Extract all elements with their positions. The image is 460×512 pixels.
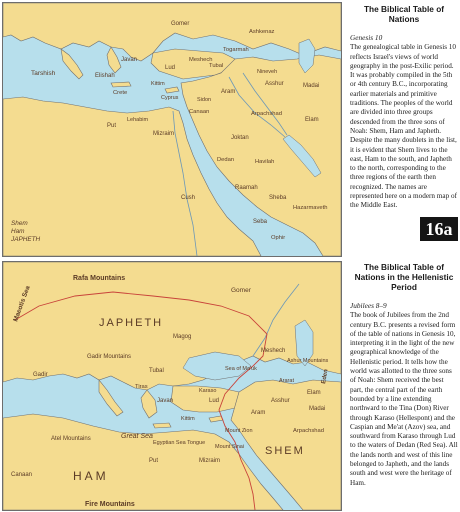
panel2-scripture-ref: Jubilees 8–9 — [350, 301, 387, 310]
map2-label-asshur: Asshur — [271, 398, 290, 404]
map1-label-tarshish: Tarshish — [31, 70, 56, 77]
panel1-title: The Biblical Table of Nations — [363, 4, 445, 24]
map1-label-togarmah: Togarmah — [223, 47, 249, 53]
map1-label-lud: Lud — [165, 65, 176, 71]
map1-label-cyprus: Cyprus — [161, 95, 179, 101]
map1-label-gomer: Gomer — [171, 21, 190, 27]
map1-label-javan: Javan — [121, 57, 138, 63]
map1-italy — [61, 49, 83, 79]
map2-crete — [153, 423, 171, 428]
map1-label-cush: Cush — [181, 195, 196, 201]
map1-label-hazarmaveth: Hazarmaveth — [293, 205, 328, 211]
map1-label-elishah: Elishah — [95, 73, 115, 79]
map2-label-maeotis-sea: Maeotis Sea — [12, 284, 32, 323]
map2-label-aram: Aram — [251, 410, 266, 416]
map1-label-madai: Madai — [303, 83, 320, 89]
map2-label-karaso: Karaso — [199, 388, 217, 394]
map2-label-put: Put — [149, 458, 159, 464]
map1-legend — [11, 220, 40, 244]
map1-label-sheba: Sheba — [269, 195, 287, 201]
map1-label-asshur: Asshur — [265, 81, 284, 87]
panel1-body: The genealogical table in Genesis 10 reflects Israel's views of world geography in the post-Exilic period. It was probably compiled in the 5th or 4th century B.C., incorporating earlier materials and primitive traditions. The peoples of the world are divided into three groups descended from the three sons of Noah: Shem, Ham and Japheth. Despite the many doublets in the list, it is evident that Shem lives to the east, Ham to the south, and Japheth to the north, corresponding to the three regions of the earth then recognized. The names are represented here on a modern map of the Middle East. — [350, 43, 457, 210]
map1-crete — [111, 82, 131, 87]
map2-label-great-sea: Great Sea — [121, 433, 153, 440]
map2-label-fire-mountains: Fire Mountains — [85, 501, 135, 508]
map1-label-seba: Seba — [253, 219, 268, 225]
map2-label-magog: Magog — [173, 334, 192, 340]
map1-label-lehabim: Lehabim — [127, 117, 149, 123]
map1-label-dedan: Dedan — [217, 157, 235, 163]
section-badge: 16a — [420, 217, 458, 241]
map2-label-rafa-mountains: Rafa Mountains — [73, 275, 126, 282]
map-genesis-table-of-nations — [2, 2, 342, 257]
map2-italy — [99, 380, 123, 416]
map2-label-mizraim: Mizraim — [199, 458, 220, 464]
map2-europe-land — [3, 262, 341, 390]
map2-label-mount-zion: Mount Zion — [225, 428, 253, 434]
legend-ham: Ham — [11, 228, 25, 235]
map1-svg — [3, 3, 341, 256]
map2-label-kittim: Kittim — [181, 416, 195, 422]
map2-label-japheth: JAPHETH — [99, 317, 164, 329]
map1-label-joktan: Joktan — [231, 135, 249, 141]
map2-svg — [3, 262, 341, 510]
map1-label-raamah: Raamah — [235, 185, 258, 191]
map2-label-mount-sinai: Mount Sinai — [215, 444, 245, 450]
map1-cyprus — [165, 87, 179, 93]
map2-label-madai: Madai — [309, 406, 326, 412]
map2-label-gadir-mountains: Gadir Mountains — [87, 354, 132, 360]
map2-label-atel-mountains: Atel Mountains — [51, 436, 91, 442]
map1-label-nineveh: Nineveh — [257, 69, 278, 75]
map1-label-meshech: Meshech — [189, 57, 213, 63]
panel2-body: The book of Jubilees from the 2nd century B.C. presents a revised form of the table of nations in Genesis 10, interpreting it in the light of the new geographical knowledge of the Hellenistic period. It tells how the world was allotted to the three sons of Noah: Shem received the best part, the central part of the earth bounded by a line extending northward to the Tina (Don) River through Karaso (Hellespont) and the Caspian and Me'at (Azov) sea, and southward from Karaso through Lud to the waters of Dedan (Red Sea). All the lands north and west of this line belonged to Japheth, and the lands south and west were the heritage of Ham. — [350, 311, 458, 487]
map2-label-egyptian-sea-tongue: Egyptian Sea Tongue — [153, 440, 206, 446]
map1-label-havilah: Havilah — [255, 159, 275, 165]
legend-shem: Shem — [11, 220, 28, 227]
map2-label-ham: HAM — [73, 469, 109, 483]
panel1-scripture-ref: Genesis 10 — [350, 33, 383, 42]
map-hellenistic-table-of-nations — [2, 261, 342, 511]
map1-label-crete: Crete — [113, 90, 128, 96]
map2-label-shem: SHEM — [265, 445, 305, 457]
map1-label-canaan: Canaan — [189, 109, 210, 115]
map2-label-ashur-mountains: Ashur Mountains — [287, 358, 329, 364]
map2-label-javan: Javan — [157, 398, 174, 404]
map1-label-put: Put — [107, 123, 117, 129]
panel1-caption — [350, 4, 458, 211]
map2-greece — [141, 390, 157, 418]
map2-label-lud: Lud — [209, 398, 220, 404]
map2-label-ararat: Ararat — [279, 378, 294, 384]
map2-cyprus — [209, 416, 223, 422]
map2-label-gadir: Gadir — [33, 372, 48, 378]
map2-label-meshech: Meshech — [261, 348, 286, 354]
panel2-caption — [350, 262, 458, 488]
panel2-title: The Biblical Table of Nations in the Hellenistic Period — [354, 262, 454, 292]
map2-label-elam: Elam — [307, 390, 321, 396]
map2-label-arpachshad: Arpachshad — [293, 428, 324, 434]
map1-label-elam: Elam — [305, 117, 319, 123]
map1-greece — [107, 47, 121, 73]
map2-label-eden: Eden — [321, 368, 330, 385]
map1-label-tubal: Tubal — [209, 63, 224, 69]
map2-label-tubal: Tubal — [149, 368, 164, 374]
legend-japheth: JAPHETH — [11, 236, 41, 243]
map1-label-mizraim: Mizraim — [153, 131, 174, 137]
map1-label-sidon: Sidon — [197, 97, 212, 103]
map1-label-ashkenaz: Ashkenaz — [249, 29, 275, 35]
map1-label-aram: Aram — [221, 89, 236, 95]
map2-label-tiras: Tiras — [135, 384, 148, 390]
map2-label-canaan: Canaan — [11, 472, 33, 478]
map1-label-kittim: Kittim — [151, 81, 165, 87]
map1-label-arpachshad: Arpachshad — [251, 111, 282, 117]
map1-label-ophir: Ophir — [271, 235, 286, 241]
map2-label-sea-of-mauk: Sea of Ma'uk — [225, 366, 257, 372]
map2-label-gomer: Gomer — [231, 287, 251, 294]
